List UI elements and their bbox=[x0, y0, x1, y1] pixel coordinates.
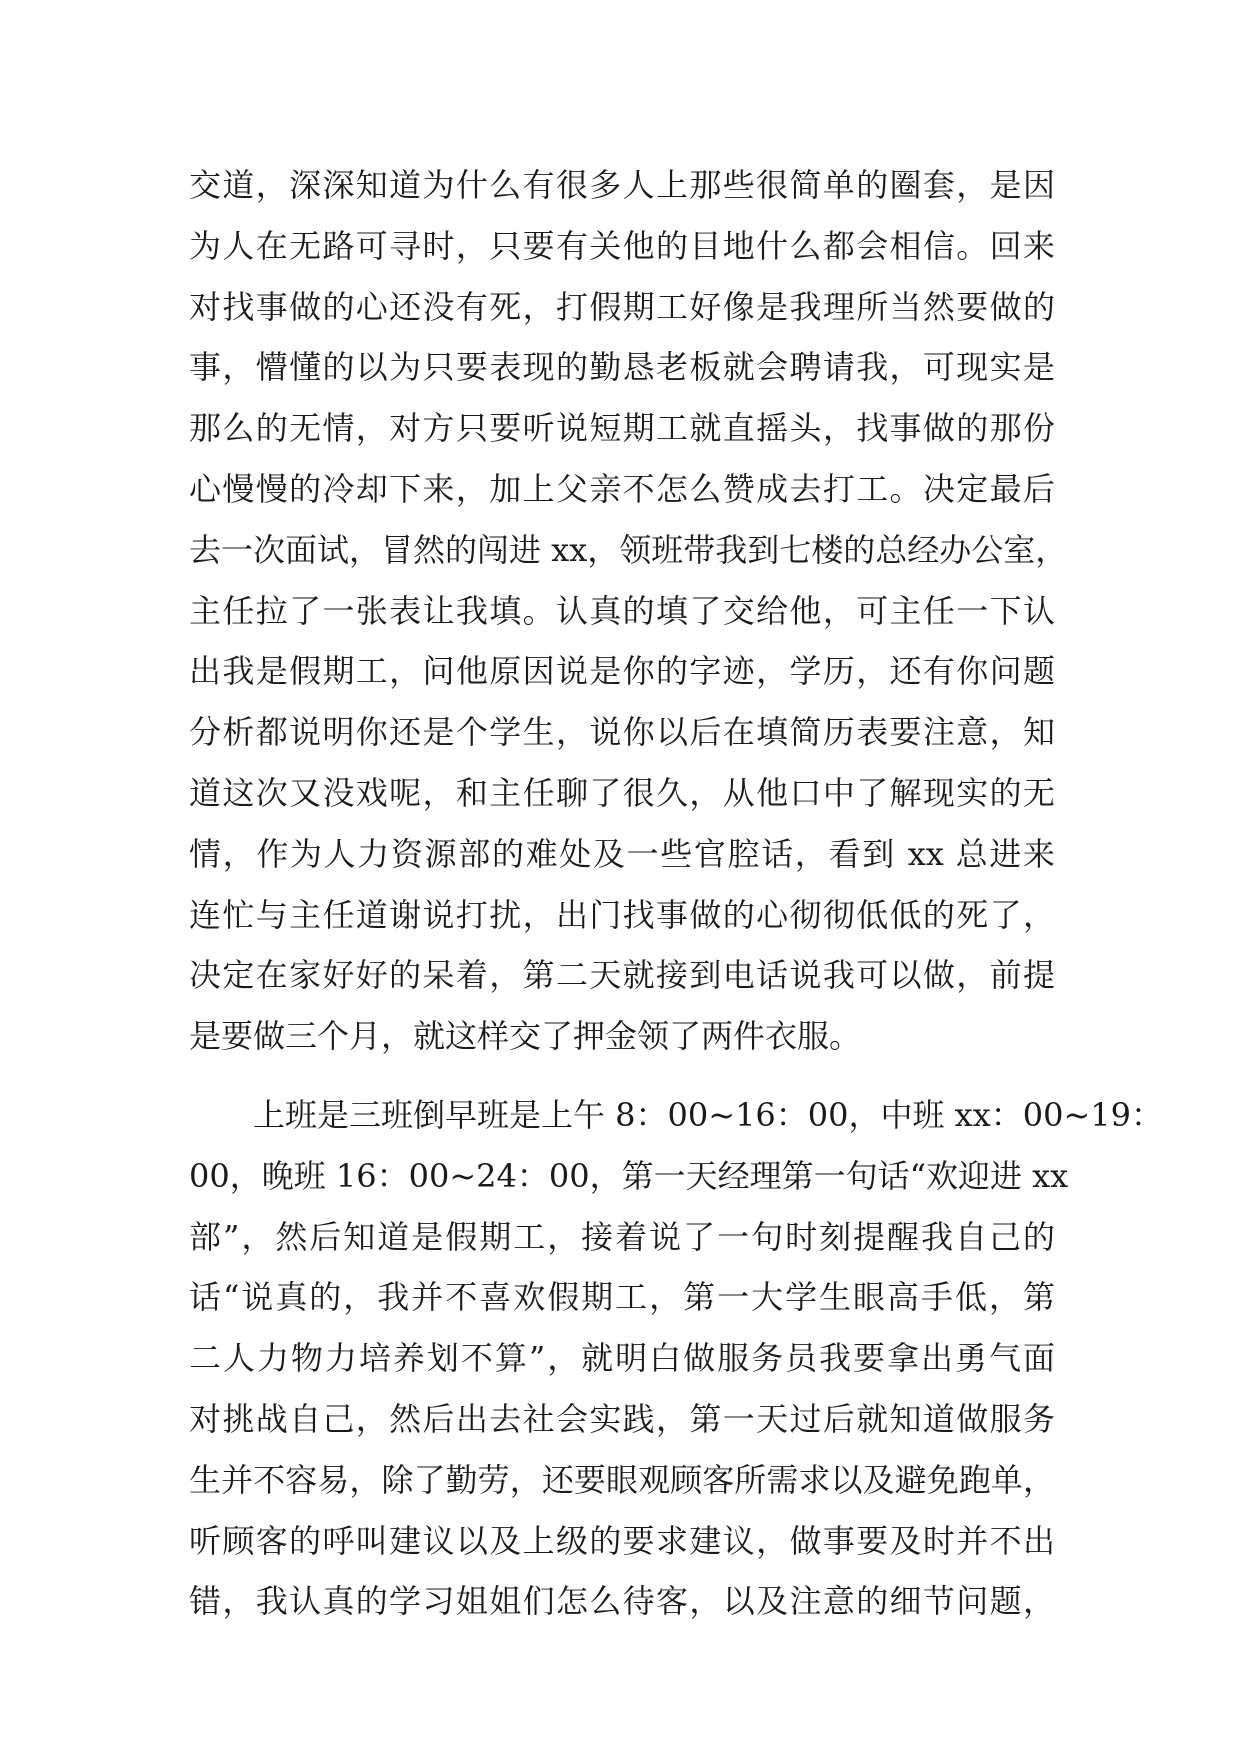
text-line: 是要做三个月，就这样交了押金领了两件衣服。 bbox=[189, 1017, 862, 1056]
text-line: 听顾客的呼叫建议以及上级的要求建议，做事要及时并不出 bbox=[189, 1521, 1055, 1560]
text-line: 话“说真的，我并不喜欢假期工，第一大学生眼高手低，第 bbox=[189, 1278, 1055, 1317]
text-line: 道这次又没戏呢，和主任聊了很久，从他口中了解现实的无 bbox=[189, 773, 1055, 812]
text-line: 交道，深深知道为什么有很多人上那些很简单的圈套，是因 bbox=[189, 166, 1055, 204]
text-line: 二人力物力培养划不算”，就明白做服务员我要拿出勇气面 bbox=[189, 1339, 1055, 1378]
text-line: 情，作为人力资源部的难处及一些官腔话，看到 xx 总进来 bbox=[189, 834, 1055, 873]
text-line: 错，我认真的学习姐姐们怎么待客，以及注意的细节问题， bbox=[189, 1582, 1055, 1621]
text-line: 那么的无情，对方只要听说短期工就直摇头，找事做的那份 bbox=[189, 409, 1055, 448]
text-line: 事，懵懂的以为只要表现的勤恳老板就会聘请我，可现实是 bbox=[189, 348, 1055, 387]
paragraph-spacing bbox=[189, 1067, 1055, 1085]
text-line: 出我是假期工，问他原因说是你的字迹，学历，还有你问题 bbox=[189, 652, 1055, 691]
text-line: 心慢慢的冷却下来，加上父亲不怎么赞成去打工。决定最后 bbox=[189, 469, 1055, 508]
text-line: 分析都说明你还是个学生，说你以后在填简历表要注意，知 bbox=[189, 713, 1055, 752]
text-line: 决定在家好好的呆着，第二天就接到电话说我可以做，前提 bbox=[189, 956, 1055, 995]
text-line: 对挑战自己，然后出去社会实践，第一天过后就知道做服务 bbox=[189, 1399, 1055, 1438]
text-line: 连忙与主任道谢说打扰，出门找事做的心彻彻低低的死了， bbox=[189, 895, 1055, 934]
body-text bbox=[189, 155, 1164, 1632]
paragraph-2 bbox=[189, 1085, 1164, 1632]
text-line: 对找事做的心还没有死，打假期工好像是我理所当然要做的 bbox=[189, 287, 1055, 326]
text-line: 为人在无路可寻时，只要有关他的目地什么都会相信。回来 bbox=[189, 226, 1055, 265]
text-line: 主任拉了一张表让我填。认真的填了交给他，可主任一下认 bbox=[189, 591, 1055, 630]
text-line: 上班是三班倒早班是上午 8：00~16：00，中班 xx：00~19： bbox=[253, 1095, 1164, 1134]
text-line: 去一次面试，冒然的闯进 xx，领班带我到七楼的总经办公室， bbox=[189, 530, 1068, 569]
text-line: 生并不容易，除了勤劳，还要眼观顾客所需求以及避免跑单， bbox=[189, 1460, 1055, 1499]
paragraph-1 bbox=[189, 155, 1068, 1067]
text-line: 00，晚班 16：00~24：00，第一天经理第一句话“欢迎进 xx bbox=[189, 1156, 1069, 1195]
text-line: 部”，然后知道是假期工，接着说了一句时刻提醒我自己的 bbox=[189, 1217, 1055, 1256]
